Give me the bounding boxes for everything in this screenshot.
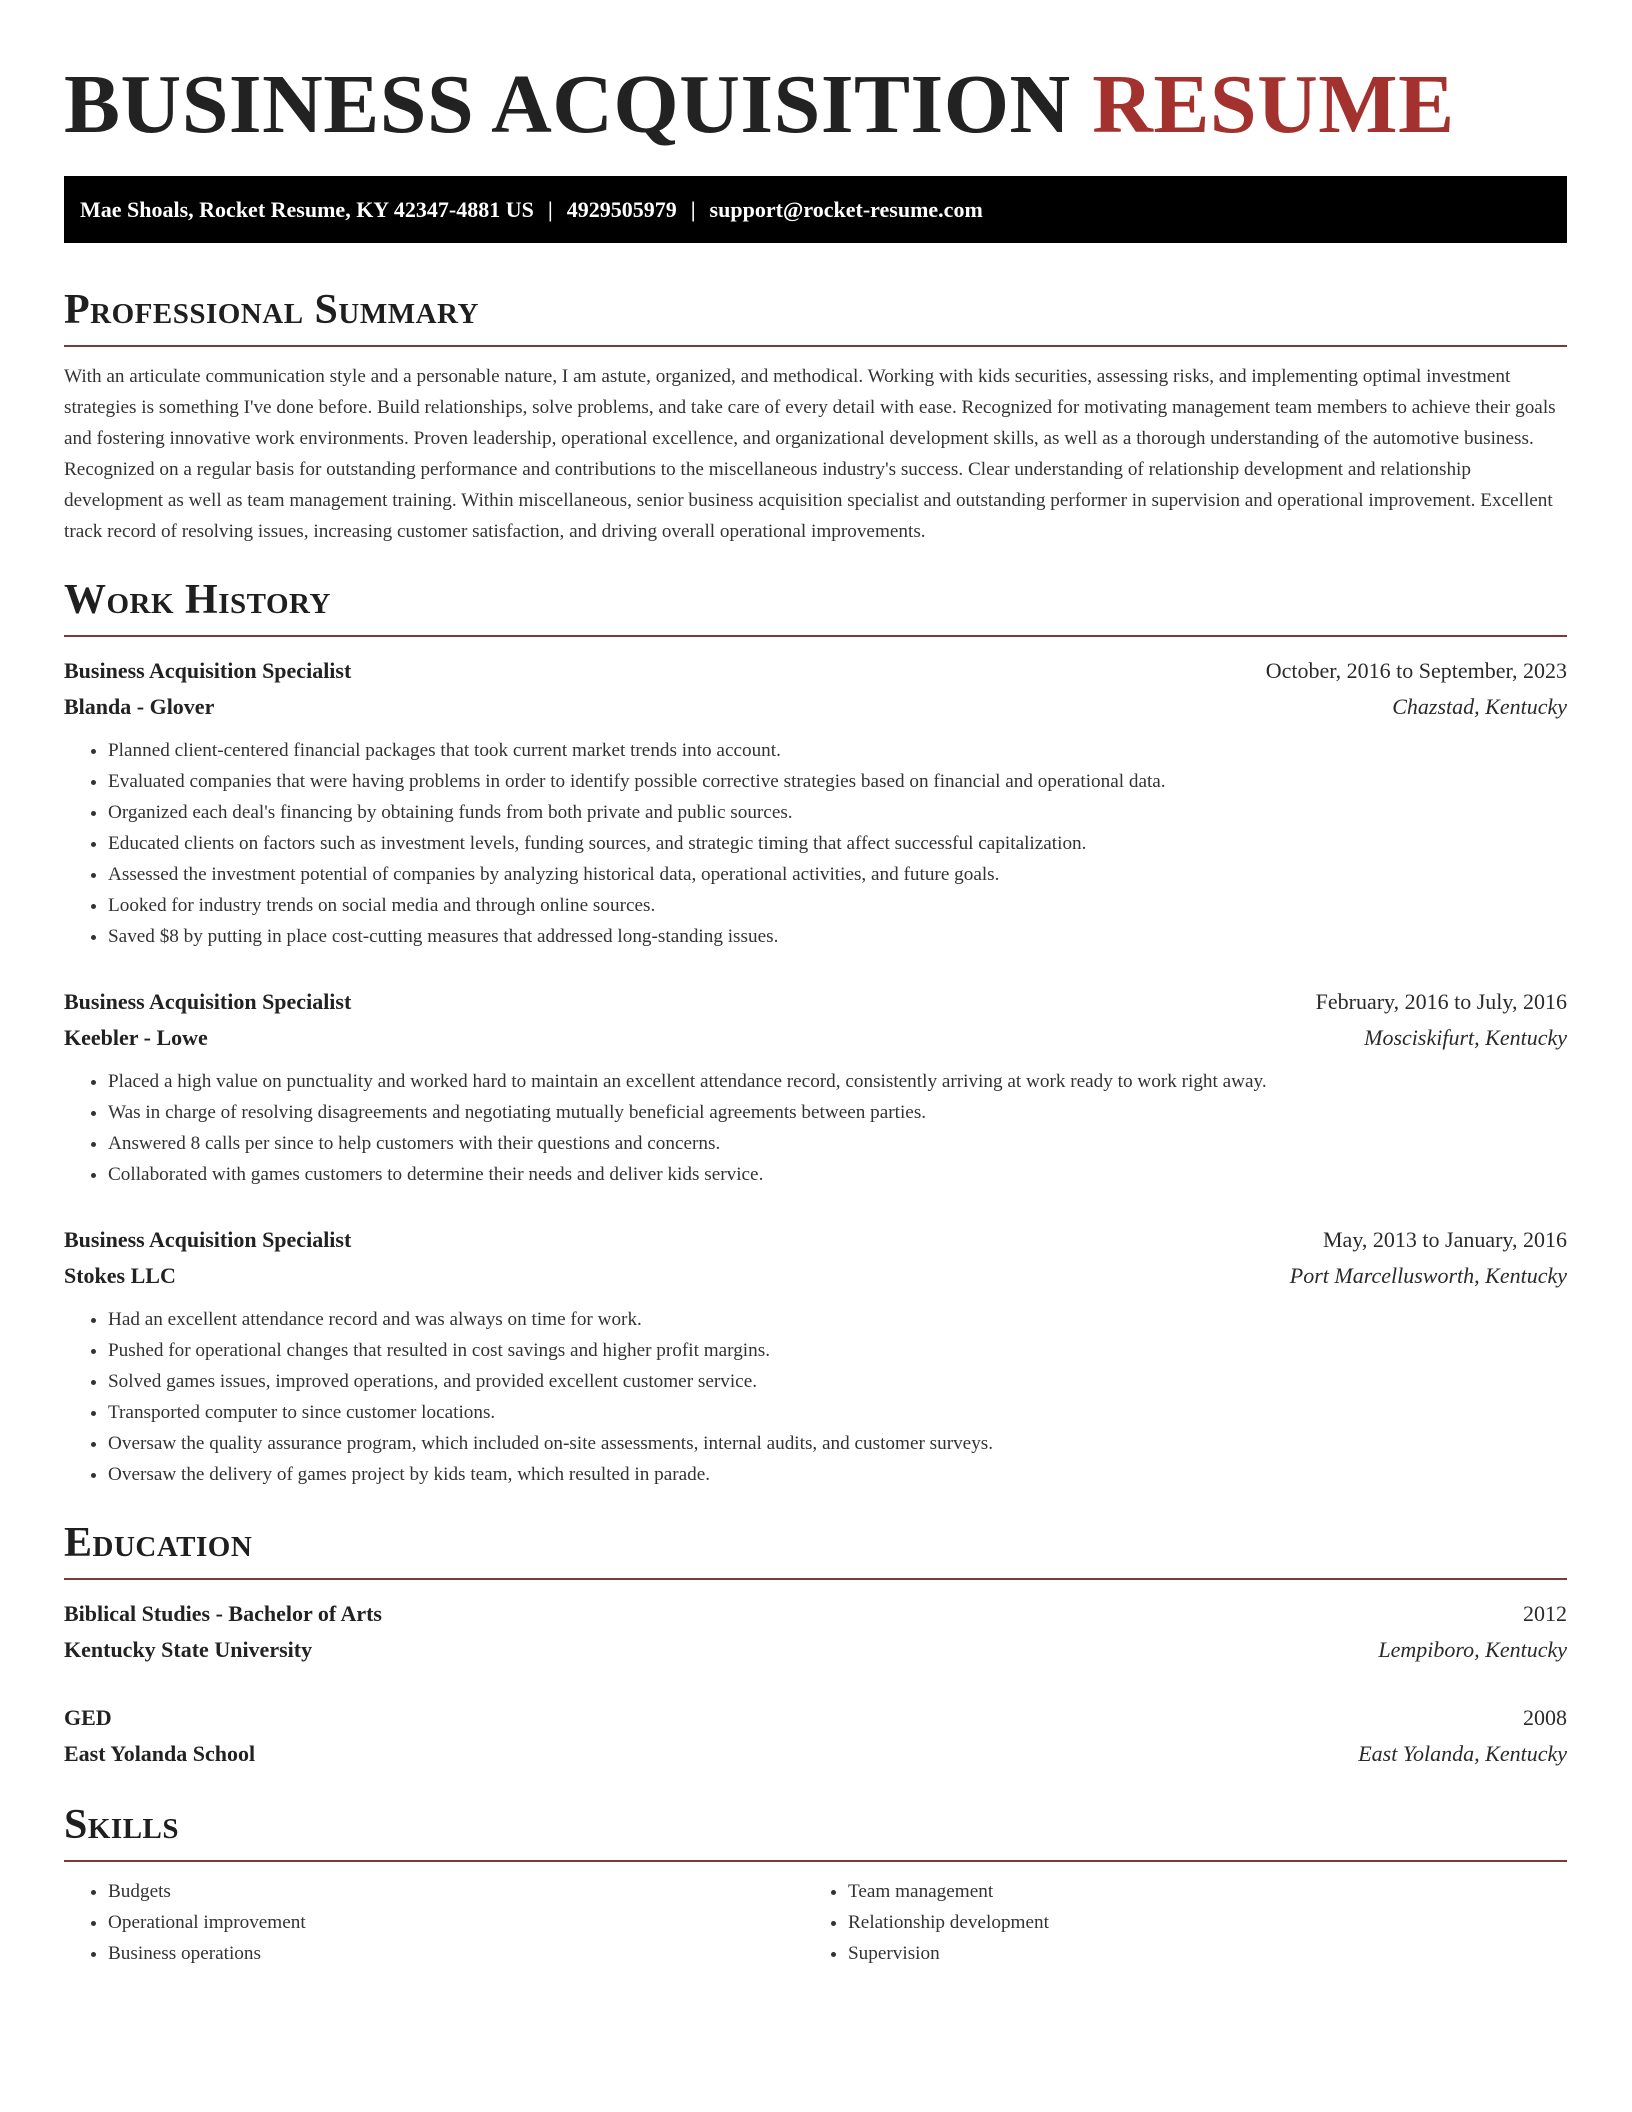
job-dates: May, 2013 to January, 2016 xyxy=(1323,1227,1567,1252)
job-title-row xyxy=(64,1222,1567,1258)
skill-item: • Budgets xyxy=(108,1876,804,1907)
degree: Biblical Studies - Bachelor of Arts xyxy=(64,1601,382,1626)
job-company-row xyxy=(64,689,1567,725)
job-entry xyxy=(64,1222,1567,1490)
title-main: BUSINESS ACQUISITION xyxy=(64,58,1071,151)
job-title: Business Acquisition Specialist xyxy=(64,1227,352,1252)
list-item: • Oversaw the quality assurance program, which included on-site assessments, internal audits, and customer surveys. xyxy=(108,1428,1567,1459)
job-title: Business Acquisition Specialist xyxy=(64,989,352,1014)
school-name: Kentucky State University xyxy=(64,1637,313,1662)
contact-phone: 4929505979 xyxy=(566,197,677,222)
education-heading: Education xyxy=(64,1518,1567,1580)
school-location: Lempiboro, Kentucky xyxy=(1378,1637,1567,1662)
list-item: • Saved $8 by putting in place cost-cutting measures that addressed long-standing issues. xyxy=(108,921,1567,952)
job-location: Chazstad, Kentucky xyxy=(1392,694,1567,719)
job-entry xyxy=(64,653,1567,952)
job-location: Mosciskifurt, Kentucky xyxy=(1364,1025,1567,1050)
list-item: • Educated clients on factors such as investment levels, funding sources, and strategic timing that affect successful capitalization. xyxy=(108,828,1567,859)
list-item: • Transported computer to since customer locations. xyxy=(108,1397,1567,1428)
job-dates: October, 2016 to September, 2023 xyxy=(1265,658,1567,683)
skills-section xyxy=(64,1800,1567,1969)
list-item: • Placed a high value on punctuality and worked hard to maintain an excellent attendance record, consistently arriving at work ready to work right away. xyxy=(108,1066,1567,1097)
skill-item: • Supervision xyxy=(848,1938,1544,1969)
education-section xyxy=(64,1518,1567,1772)
summary-section xyxy=(64,285,1567,547)
school-row xyxy=(64,1632,1567,1668)
job-bullets xyxy=(64,735,1567,952)
school-row xyxy=(64,1736,1567,1772)
degree-row xyxy=(64,1596,1567,1632)
education-entry xyxy=(64,1700,1567,1772)
job-title: Business Acquisition Specialist xyxy=(64,658,352,683)
education-entry xyxy=(64,1596,1567,1668)
job-title-row xyxy=(64,984,1567,1020)
job-entry xyxy=(64,984,1567,1190)
contact-email: support@rocket-resume.com xyxy=(709,197,983,222)
graduation-year: 2012 xyxy=(1523,1601,1567,1626)
list-item: • Collaborated with games customers to determine their needs and deliver kids service. xyxy=(108,1159,1567,1190)
summary-text: With an articulate communication style and a personable nature, I am astute, organized, and methodical. Working with kids securities, assessing risks, and implementing optimal investment strategies is something I've done before. Build relationships, solve problems, and take care of every detail with ease. Recognized for motivating management team members to achieve their goals and fostering innovative work environments. Proven leadership, operational excellence, and organizational development skills, as well as a thorough understanding of the automotive business. Recognized on a regular basis for outstanding performance and contributions to the miscellaneous industry's success. Clear understanding of relationship development and relationship development as well as team management training. Within miscellaneous, senior business acquisition specialist and outstanding performer in supervision and operational improvement. Excellent track record of resolving issues, increasing customer satisfaction, and driving overall operational improvements. xyxy=(64,366,1556,542)
job-location: Port Marcellusworth, Kentucky xyxy=(1289,1263,1567,1288)
list-item: • Organized each deal's financing by obtaining funds from both private and public sources. xyxy=(108,797,1567,828)
list-item: • Was in charge of resolving disagreements and negotiating mutually beneficial agreements between parties. xyxy=(108,1097,1567,1128)
job-company: Keebler - Lowe xyxy=(64,1025,208,1050)
list-item: • Looked for industry trends on social media and through online sources. xyxy=(108,890,1567,921)
list-item: • Answered 8 calls per since to help customers with their questions and concerns. xyxy=(108,1128,1567,1159)
contact-separator: | xyxy=(547,197,553,222)
job-dates: February, 2016 to July, 2016 xyxy=(1315,989,1567,1014)
contact-separator: | xyxy=(690,197,696,222)
skills-list xyxy=(64,1876,1567,1969)
title-accent: RESUME xyxy=(1092,58,1455,151)
skills-heading: Skills xyxy=(64,1800,1567,1862)
skills-column-left xyxy=(64,1876,804,1969)
job-bullets xyxy=(64,1304,1567,1490)
school-name: East Yolanda School xyxy=(64,1741,256,1766)
summary-heading: Professional Summary xyxy=(64,285,1567,347)
contact-address: Mae Shoals, Rocket Resume, KY 42347-4881 US xyxy=(80,197,534,222)
job-company: Stokes LLC xyxy=(64,1263,176,1288)
skill-item: • Operational improvement xyxy=(108,1907,804,1938)
list-item: • Oversaw the delivery of games project by kids team, which resulted in parade. xyxy=(108,1459,1567,1490)
work-history-heading: Work History xyxy=(64,575,1567,637)
job-title-row xyxy=(64,653,1567,689)
list-item: • Evaluated companies that were having problems in order to identify possible corrective strategies based on financial and operational data. xyxy=(108,766,1567,797)
skills-column-right xyxy=(804,1876,1544,1969)
list-item: • Had an excellent attendance record and was always on time for work. xyxy=(108,1304,1567,1335)
skill-item: • Relationship development xyxy=(848,1907,1544,1938)
job-company-row xyxy=(64,1258,1567,1294)
skill-item: • Team management xyxy=(848,1876,1544,1907)
list-item: • Pushed for operational changes that resulted in cost savings and higher profit margins. xyxy=(108,1335,1567,1366)
degree: GED xyxy=(64,1705,112,1730)
job-company-row xyxy=(64,1020,1567,1056)
work-history-section xyxy=(64,575,1567,1490)
school-location: East Yolanda, Kentucky xyxy=(1358,1741,1567,1766)
resume-page xyxy=(64,0,1567,1969)
degree-row xyxy=(64,1700,1567,1736)
resume-title xyxy=(64,0,1567,152)
graduation-year: 2008 xyxy=(1523,1705,1567,1730)
job-company: Blanda - Glover xyxy=(64,694,215,719)
list-item: • Solved games issues, improved operations, and provided excellent customer service. xyxy=(108,1366,1567,1397)
list-item: • Assessed the investment potential of companies by analyzing historical data, operational activities, and future goals. xyxy=(108,859,1567,890)
job-bullets xyxy=(64,1066,1567,1190)
contact-bar xyxy=(64,176,1567,243)
list-item: • Planned client-centered financial packages that took current market trends into account. xyxy=(108,735,1567,766)
skill-item: • Business operations xyxy=(108,1938,804,1969)
